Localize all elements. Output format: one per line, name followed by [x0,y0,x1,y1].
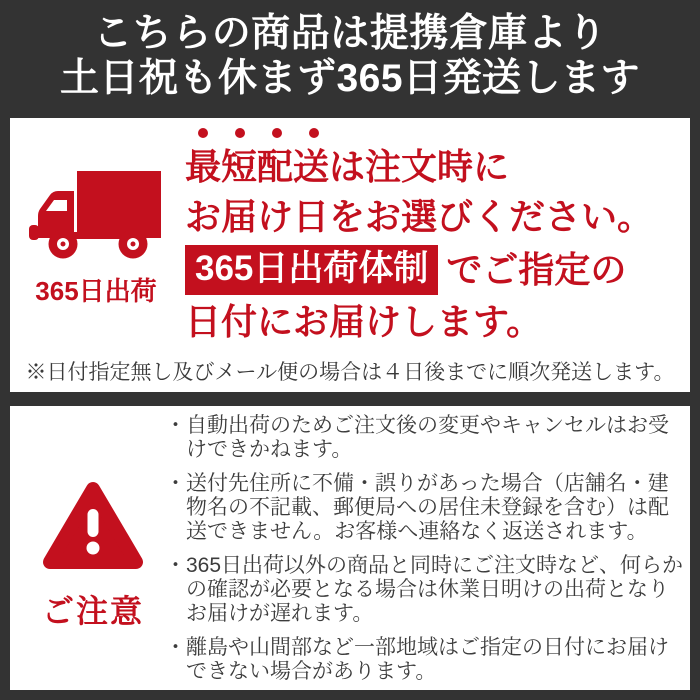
bullet-mark: ・ [165,414,186,437]
shipping-heading-line3 [185,245,685,295]
caution-item [165,414,685,462]
delivery-truck-icon [29,251,164,268]
caution-label: ご注意 [41,593,144,629]
caution-panel [10,406,690,690]
caution-item-text: 離島や山間部など一部地域はご指定の日付にお届けできない場合があります。 [186,636,669,683]
top-banner-line2: 土日祝も休まず365日発送します [59,57,641,100]
shipping-panel [10,118,690,392]
highlight-box-365: 365日出荷体制 [185,245,438,295]
caution-item [165,554,685,626]
bullet-mark: ・ [165,636,186,659]
emphasis-dots-icon [185,124,685,142]
caution-item-text: 365日出荷以外の商品と同時にご注文時など、何らかの確認が必要となる場合は休業日明けの出荷となりお届けが遅れます。 [186,554,684,625]
caution-panel-left [28,478,158,632]
emphasis-dot-icon [235,128,245,138]
caution-item [165,636,685,684]
shipping-panel-text [185,124,685,347]
emphasis-dot-icon [309,128,319,138]
shipping-heading-line4: 日付にお届けします。 [185,301,543,342]
top-banner-line1: こちらの商品は提携倉庫より [93,12,607,55]
caution-item-text: 自動出荷のためご注文後の変更やキャンセルはお受けできかねます。 [186,414,669,461]
caution-list [165,414,685,690]
truck-label: 365日出荷 [35,276,157,306]
shipping-panel-left [20,168,172,308]
caution-item [165,472,685,544]
emphasis-dot-icon [198,128,208,138]
shipping-note: ※日付指定無し及びメール便の場合は４日後までに順次発送します。 [25,361,675,384]
emphasis-dot-icon [272,128,282,138]
shipping-heading-line2: お届け日をお選びください。 [185,196,654,237]
shipping-heading-line3-rest: でご指定の [446,249,627,290]
bullet-mark: ・ [165,472,186,495]
top-banner [0,0,700,112]
bullet-mark: ・ [165,554,186,577]
warning-triangle-icon [41,560,145,577]
caution-item-text: 送付先住所に不備・誤りがあった場合（店舗名・建物名の不記載、郵便局への居住未登録を含む）は配送できません。お客様へ連絡なく返送されます。 [186,472,669,543]
shipping-heading-line1: 最短配送は注文時に [185,146,510,187]
